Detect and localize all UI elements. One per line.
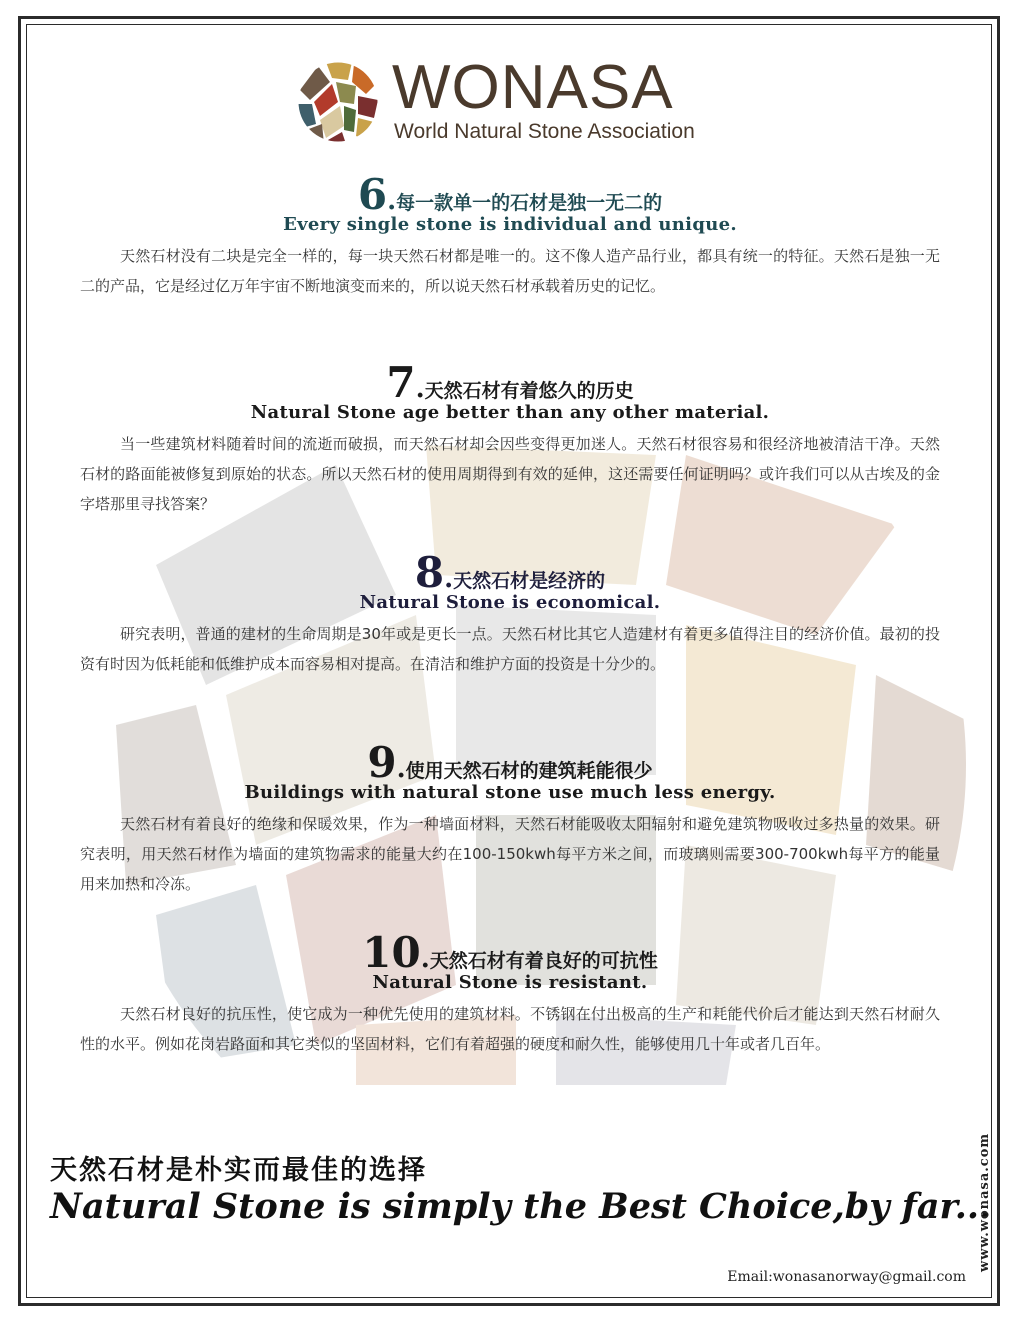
section-title-en: Buildings with natural stone use much less energy.: [244, 782, 776, 803]
section-heading: 7.天然石材有着悠久的历史: [386, 358, 634, 407]
section-6: [80, 172, 940, 301]
logo-name: WONASA: [392, 53, 674, 122]
section-heading: 9.使用天然石材的建筑耗能很少: [367, 738, 653, 787]
logo-subtitle: World Natural Stone Association: [394, 120, 695, 143]
section-body: 研究表明，普通的建材的生命周期是30年或是更长一点。天然石材比其它人造建材有着更多值得注目的经济价值。最初的投资有时因为低耗能和低维护成本而容易相对提高。在清洁和维护方面的投资是十分少的。: [80, 625, 940, 673]
section-7: [80, 360, 940, 519]
stone-globe-logo-icon: [296, 60, 380, 144]
section-number: 6: [357, 170, 388, 219]
section-title-zh: 天然石材有着良好的可抗性: [429, 950, 658, 972]
wonasa-logo: [296, 53, 736, 148]
section-title-en: Natural Stone is economical.: [359, 592, 661, 613]
section-title-en: Natural Stone is resistant.: [372, 972, 648, 993]
section-number: 9: [367, 738, 397, 787]
section-body: 天然石材良好的抗压性，使它成为一种优先使用的建筑材料。不锈钢在付出极高的生产和耗能代价后才能达到天然石材耐久性的水平。例如花岗岩路面和其它类似的坚固材料，它们有着超强的硬度和耐久性，能够使用几十年或者几百年。: [80, 1005, 940, 1053]
section-body: 天然石材没有二块是完全一样的，每一块天然石材都是唯一的。这不像人造产品行业，都具有统一的特征。天然石是独一无二的产品，它是经过亿万年宇宙不断地演变而来的，所以说天然石材承载着历史的记忆。: [80, 247, 940, 295]
section-title-zh: 每一款单一的石材是独一无二的: [396, 192, 663, 214]
section-title-zh: 天然石材是经济的: [453, 570, 606, 592]
slogan-english: Natural Stone is simply the Best Choice,by far...: [50, 1186, 992, 1227]
section-number: 10: [362, 928, 421, 977]
section-body: 当一些建筑材料随着时间的流逝而破损，而天然石材却会因些变得更加迷人。天然石材很容易和很经济地被清洁干净。天然石材的路面能被修复到原始的状态。所以天然石材的使用周期得到有效的延伸，这还需要任何证明吗？或许我们可以从古埃及的金字塔那里寻找答案？: [80, 435, 940, 513]
section-title-zh: 使用天然石材的建筑耗能很少: [405, 760, 653, 782]
slogan-chinese: 天然石材是朴实而最佳的选择: [50, 1155, 427, 1186]
section-title-zh: 天然石材有着悠久的历史: [424, 380, 634, 402]
section-number: 8: [414, 548, 445, 597]
website-url[interactable]: www.wonasa.com: [977, 1132, 992, 1272]
contact-email[interactable]: Email:wonasanorway@gmail.com: [727, 1269, 966, 1285]
section-number: 7: [386, 358, 416, 407]
section-8: [80, 550, 940, 679]
section-title-en: Every single stone is individual and unique.: [283, 214, 737, 235]
section-body: 天然石材有着良好的绝缘和保暖效果，作为一种墙面材料，天然石材能吸收太阳辐射和避免建筑物吸收过多热量的效果。研究表明，用天然石材作为墙面的建筑物需求的能量大约在100-150kwh每平方米之间，而玻璃则需要300-700kwh每平方的能量用来加热和冷冻。: [80, 815, 940, 893]
section-title-en: Natural Stone age better than any other material.: [250, 402, 770, 423]
section-9: [80, 740, 940, 899]
section-heading: 8.天然石材是经济的: [414, 548, 606, 597]
section-heading: 6.每一款单一的石材是独一无二的: [357, 170, 663, 219]
section-heading: 10.天然石材有着良好的可抗性: [362, 928, 658, 977]
section-10: [80, 930, 940, 1059]
